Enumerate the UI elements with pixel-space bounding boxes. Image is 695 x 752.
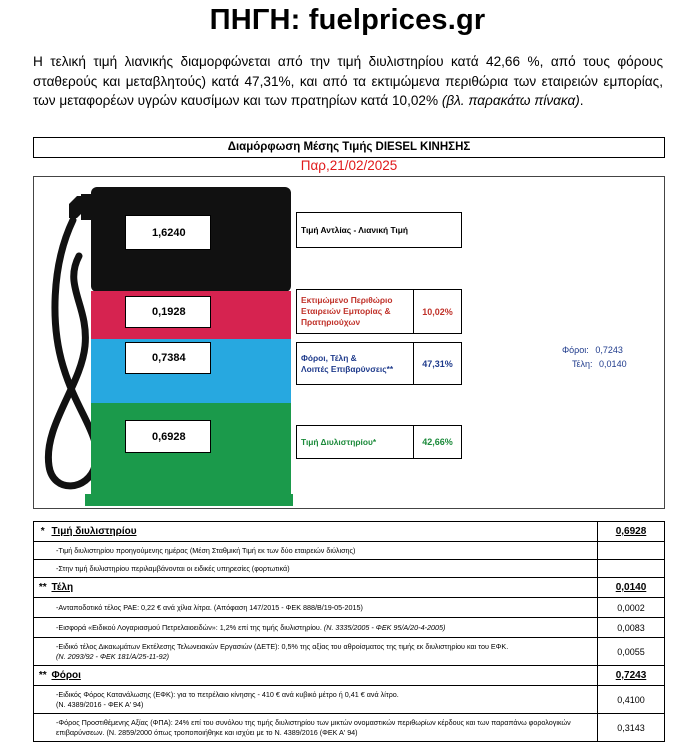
refinery-section-label: Τιμή διυλιστηρίου [52,522,598,542]
fee-item-2 [34,618,598,638]
fee-item-1-value: 0,0002 [598,598,665,618]
table-row [34,638,665,666]
table-row [34,598,665,618]
tax-item-1-value: 0,4100 [598,686,665,714]
fee-item-2-value: 0,0083 [598,618,665,638]
fee-item-3-value: 0,0055 [598,638,665,666]
table-row [34,714,665,742]
fee-item-2-text: -Εισφορά «Ειδικού Λογαριασμού Πετρελαιοειδών»: 1,2% επί της τιμής διυλιστηρίου. [56,622,324,632]
margin-label-line2: Εταιρειών Εμπορίας & [301,306,391,316]
taxes-label [296,342,414,385]
taxes-label-line1: Φόροι, Τέλη & [301,352,357,363]
pump-base [85,494,293,506]
table-row [34,542,665,560]
side-taxes-label: Φόροι: [562,345,589,355]
margin-label [296,289,414,334]
intro-italic-note: (βλ. παρακάτω πίνακα) [441,93,580,108]
taxes-section-row [34,666,665,686]
fee-item-3 [34,638,598,666]
pump-price-label: Τιμή Αντλίας - Λιανική Τιμή [296,212,462,248]
taxes-label-line2: Λοιπές Επιβαρύνσεις** [301,363,394,374]
refinery-section-value: 0,6928 [598,522,665,542]
fees-section-value: 0,0140 [598,578,665,598]
intro-paragraph [33,52,663,111]
refinery-note-1: -Τιμή διυλιστηρίου προηγούμενης ημέρας (Μέση Σταθμική Τιμή εκ των δύο εταιρειών διύλισης) [34,542,598,560]
margin-label-line1: Εκτιμώμενο Περιθώριο [301,295,393,305]
fee-item-1-text: -Ανταποδοτικό τέλος ΡΑΕ: 0,22 € ανά χίλια λίτρα. (Απόφαση 147/2015 - ΦΕΚ 888/Β/19-05-2015) [56,602,363,612]
margin-percent: 10,02% [413,289,462,334]
refinery-percent: 42,66% [413,425,462,459]
margin-label-line3: Πρατηριούχων [301,317,361,327]
side-taxes-value: 0,7243 [595,345,623,355]
pump-price-value: 1,6240 [125,215,211,250]
side-taxes [562,345,623,355]
refinery-note-2: -Στην τιμή διυλιστηρίου περιλαμβάνονται οι ειδικές υπηρεσίες (φορτωτικά) [34,560,598,578]
table-row [34,560,665,578]
side-fees [572,359,627,369]
section-mark: ** [34,578,52,598]
intro-end: . [579,93,584,108]
pump-segment-green [91,403,291,503]
tax-item-2 [34,714,598,742]
chart-title: Διαμόρφωση Μέσης Τιμής DIESEL ΚΙΝΗΣΗΣ [33,137,665,158]
refinery-section-row [34,522,665,542]
fees-section-label: Τέλη [52,578,598,598]
empty-cell [598,560,665,578]
price-breakdown-table [33,521,665,742]
taxes-section-label: Φόροι [52,666,598,686]
margin-value: 0,1928 [125,296,211,328]
intro-text: Η τελική τιμή λιανικής διαμορφώνεται από την τιμή διυλιστηρίου κατά 42,66 %, από τους φόρους σταθερούς και μεταβλητούς) κατά 47,31%, και από τα εκτιμώμενα περιθώρια των εταιρειών εμπορίας, των μεταφορέων υγρών καυσίμων και των πρατηρίων κατά 10,02% [33,54,663,108]
empty-cell [598,542,665,560]
tax-item-1-text: -Ειδικός Φόρος Κατανάλωσης (ΕΦΚ): για το πετρέλαιο κίνησης - 410 € ανά κυβικό μέτρο ή 0,41 € ανά λίτρο. [56,690,399,699]
refinery-label: Τιμή Διυλιστηρίου* [296,425,414,459]
tax-item-2-value: 0,3143 [598,714,665,742]
fee-item-3-note: (Ν. 2093/92 - ΦΕΚ 181/Α/25-11-92) [56,651,169,661]
fees-section-row [34,578,665,598]
taxes-value: 0,7384 [125,342,211,374]
refinery-value: 0,6928 [125,420,211,453]
pump-hose [48,220,96,486]
tax-item-2-text: -Φόρος Προστιθέμενης Αξίας (ΦΠΑ): 24% επί του συνόλου της τιμής διυλιστηρίου των μικτών ονομαστικών περιθωρίων κέρδους και των παραπάνω φορολογικών επιβαρύνσεων. (Ν. 2859/2000 όπως τροποποιήθηκε και ισχύει με το Ν. 4389/2016 (ΦΕΚ Α' 94) [56,718,571,737]
side-fees-label: Τέλη: [572,359,593,369]
table-row [34,686,665,714]
section-mark: * [34,522,52,542]
side-fees-value: 0,0140 [599,359,627,369]
section-mark: ** [34,666,52,686]
chart-date: Παρ,21/02/2025 [300,158,398,173]
fee-item-3-text: -Ειδικό τέλος Δικαιωμάτων Εκτέλεσης Τελωνειακών Εργασιών (ΔΕΤΕ): 0,5% της αξίας του αθροίσματος της τιμής εκ διυλιστηρίου και του ΕΦΚ. [56,642,509,651]
table-row [34,618,665,638]
fee-item-1 [34,598,598,618]
taxes-section-value: 0,7243 [598,666,665,686]
page-heading: ΠΗΓΗ: fuelprices.gr [209,4,486,36]
taxes-percent: 47,31% [413,342,462,385]
fee-item-2-note: (Ν. 3335/2005 - ΦΕΚ 95/Α/20-4-2005) [323,622,446,632]
tax-item-1 [34,686,598,714]
tax-item-1-note: (Ν. 4389/2016 - ΦΕΚ Α' 94) [56,699,144,709]
